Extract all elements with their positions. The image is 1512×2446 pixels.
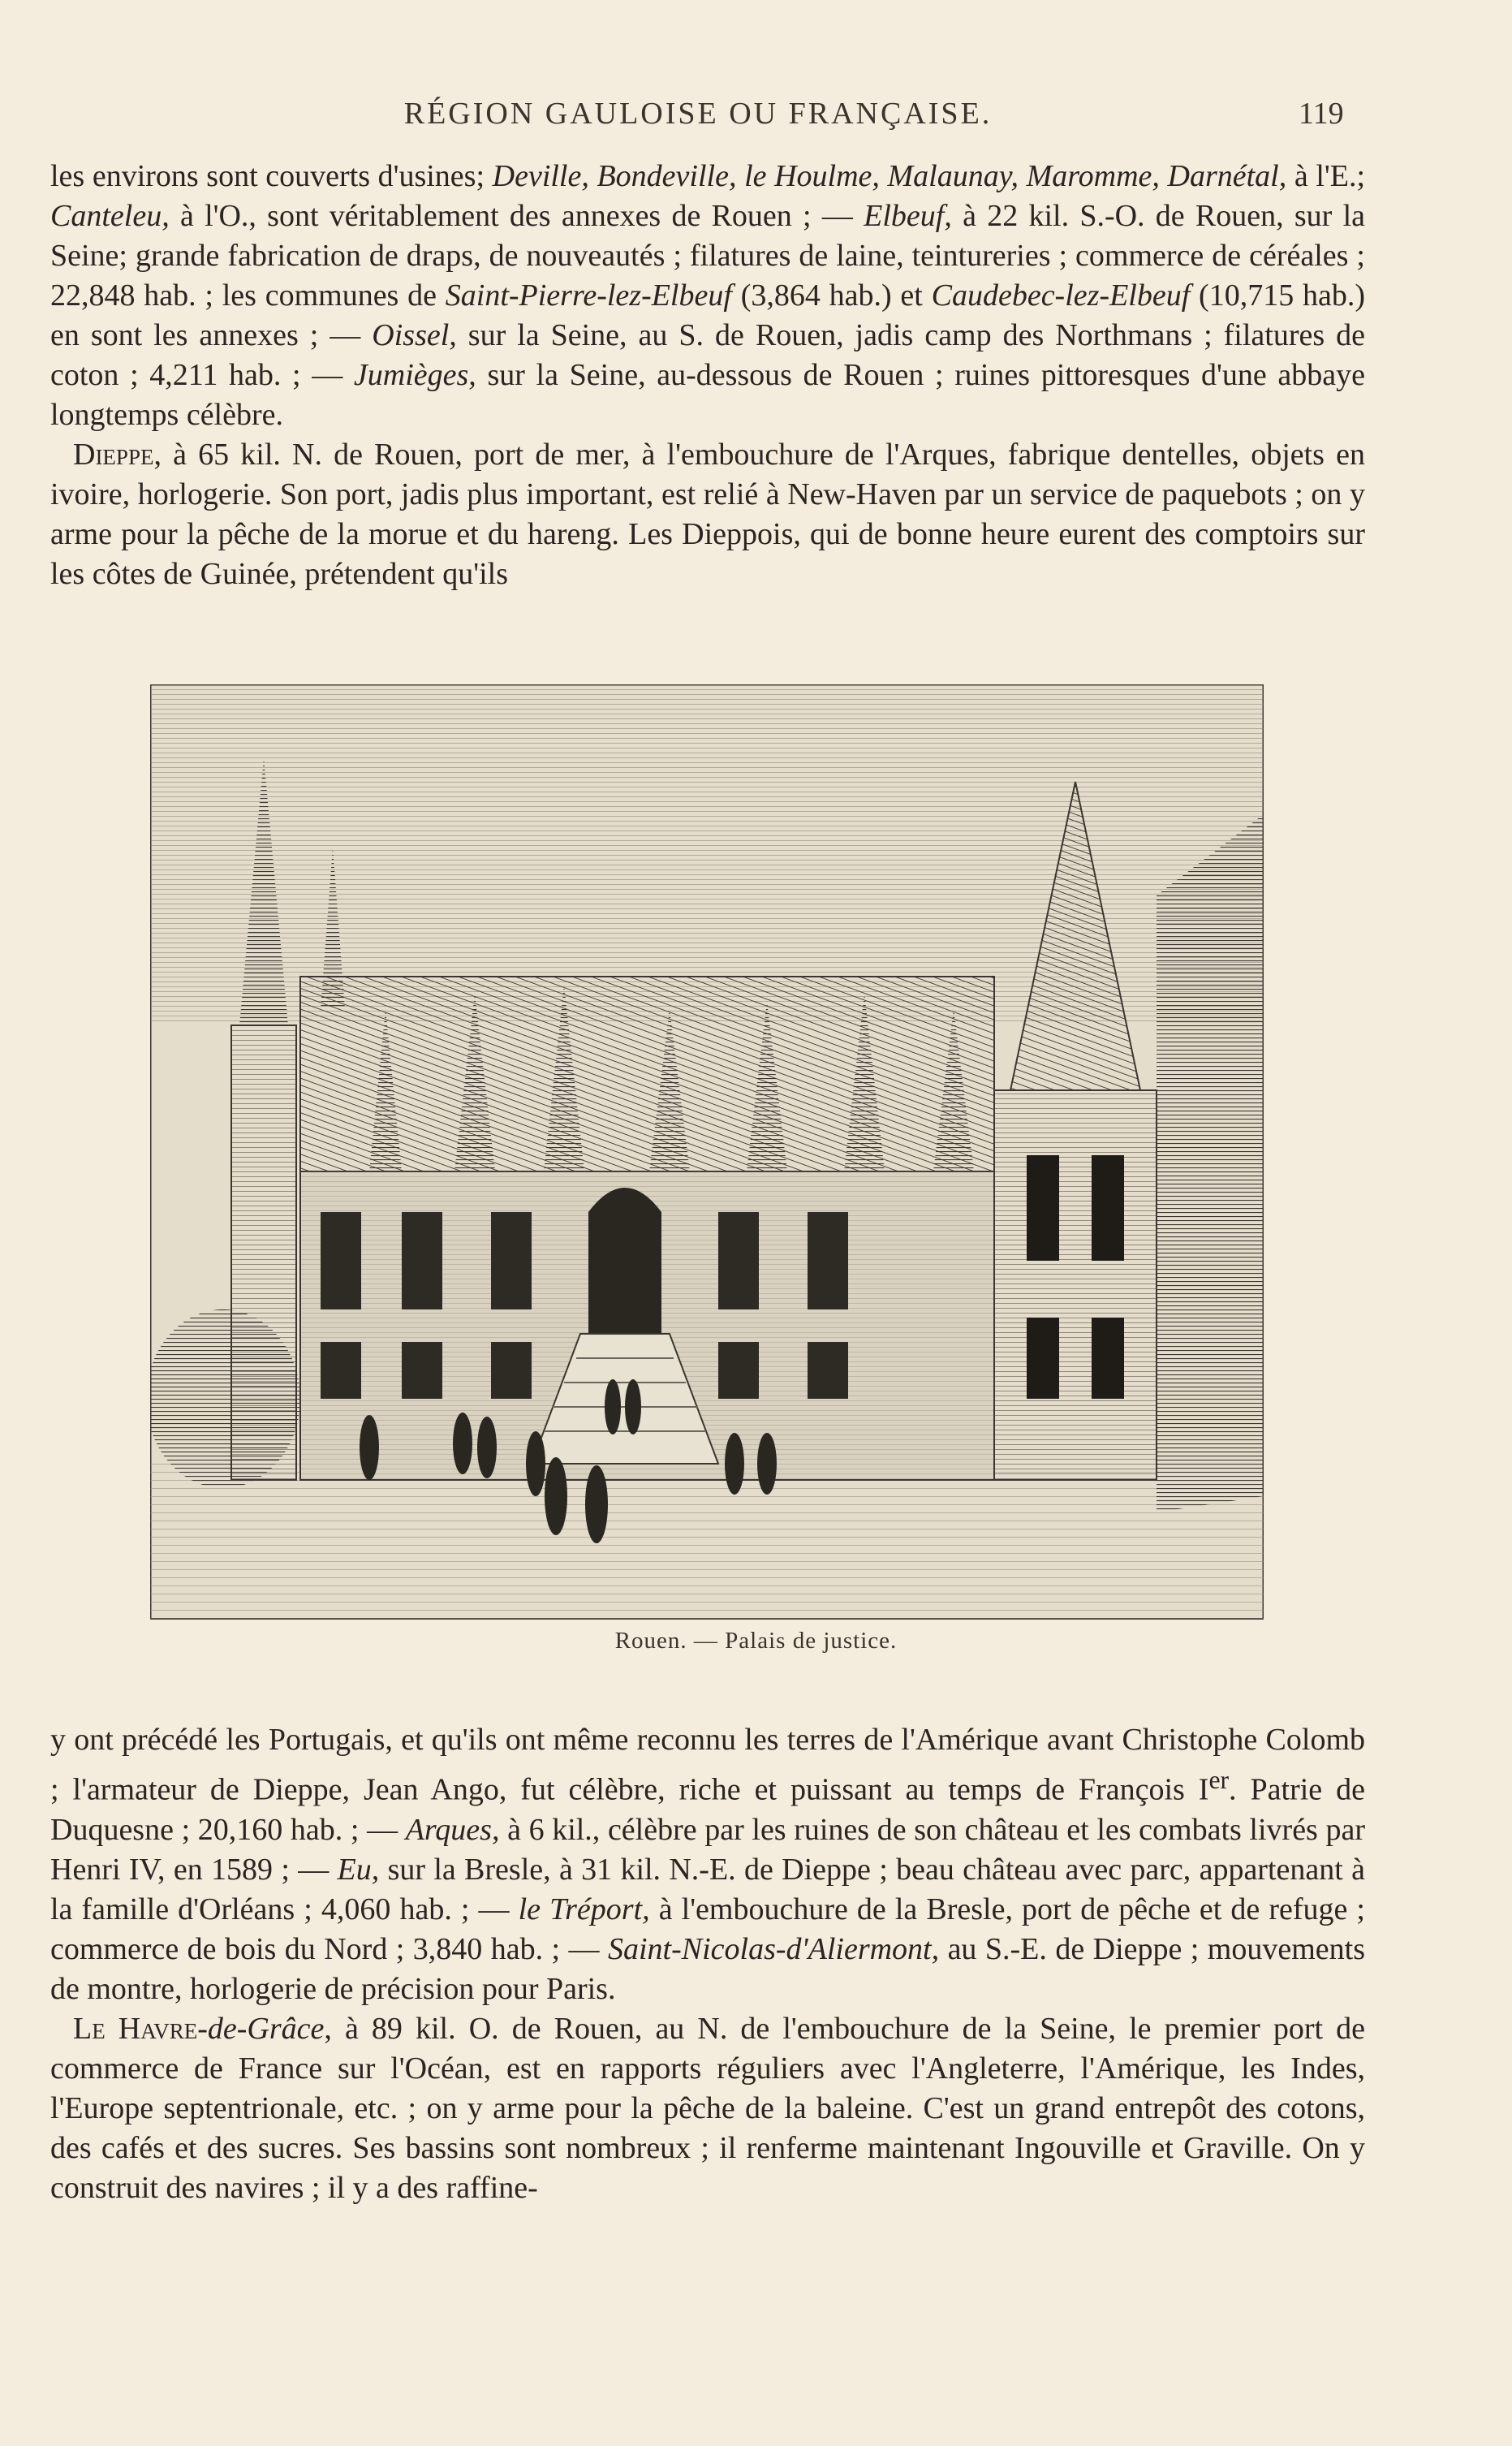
text-run: de-Grâce [207, 2011, 325, 2046]
text-run: sur la Seine, au-dessous de Rouen ; ruines pittoresques d'une abbaye longtemps célèbre. [50, 358, 1365, 432]
text-run: er [1208, 1766, 1230, 1794]
text-run: Canteleu, [50, 199, 170, 233]
paragraph [50, 435, 1365, 594]
text-run: Le Havre- [73, 2011, 208, 2046]
text-run: à l'O., sont véritablement des annexes de Rouen ; — [169, 199, 864, 233]
text-run: y ont précédé les Portugais, et qu'ils ont même reconnu les terres de l'Amérique avant Christophe Colomb ; l'armateur de Dieppe, Jean Ango, fut célèbre, riche et puissant au temps de François I [50, 1723, 1365, 1807]
text-run: les environs sont couverts d'usines; [50, 159, 493, 193]
text-block-bottom [50, 1720, 1365, 2208]
figure-caption: Rouen. — Palais de justice. [614, 1628, 898, 1654]
text-run: Saint-Nicolas-d'Aliermont, [607, 1931, 940, 1966]
text-run: le Tréport, [518, 1892, 650, 1926]
paragraph [50, 2009, 1365, 2208]
text-run: Eu, [337, 1852, 380, 1887]
text-run: Deville, Bondeville, le Houlme, Malaunay, Maromme, Darnétal, [492, 159, 1287, 193]
text-run: à 6 kil., célèbre par les ruines de son château et les combats livrés par Henri IV, en 1589 ; — [50, 1812, 1365, 1887]
text-run: . Patrie de Duquesne ; 20,160 hab. ; — [50, 1772, 1365, 1847]
text-run: à 22 kil. S.-O. de Rouen, sur la Seine; grande fabrication de draps, de nouveautés ; filatures de laine, teintureries ; commerce de céréales ; 22,848 hab. ; les communes de [50, 199, 1365, 313]
text-block-top [50, 157, 1365, 594]
text-run: (10,715 hab.) en sont les annexes ; — [50, 278, 1365, 352]
text-run: Oissel, [372, 318, 457, 352]
text-run: sur la Seine, au S. de Rouen, jadis camp des Northmans ; filatures de coton ; 4,211 hab. ; — [50, 318, 1365, 392]
text-run: sur la Bresle, à 31 kil. N.-E. de Dieppe ; beau château avec parc, appartenant à la famille d'Orléans ; 4,060 hab. ; — [50, 1852, 1365, 1926]
text-run: (3,864 hab.) et [731, 278, 932, 313]
text-run: Arques, [405, 1812, 500, 1847]
text-run: Elbeuf, [864, 199, 952, 233]
text-run: au S.-E. de Dieppe ; mouvements de montre, horlogerie de précision pour Paris. [50, 1931, 1366, 2006]
text-run: Saint-Pierre-lez-Elbeuf [445, 278, 732, 313]
paragraph [50, 1720, 1365, 2009]
running-title: RÉGION GAULOISE OU FRANÇAISE. [403, 97, 993, 131]
text-run: Caudebec-lez-Elbeuf [931, 278, 1191, 313]
text-run: à l'embouchure de la Bresle, port de pêche et de refuge ; commerce de bois du Nord ; 3,840 hab. ; — [50, 1892, 1365, 1966]
engraving-palais-de-justice [150, 684, 1264, 1620]
text-run: , à 65 kil. N. de Rouen, port de mer, à l'embouchure de l'Arques, fabrique dentelles, objets en ivoire, horlogerie. Son port, jadis plus important, est relié à New-Haven par un service de paquebots ; on y arme pour la pêche de la morue et du hareng. Les Dieppois, qui de bonne heure eurent des comptoirs sur les côtes de Guinée, prétendent qu'ils [50, 438, 1365, 591]
text-run: à l'E.; [1286, 159, 1366, 193]
paragraph [50, 157, 1365, 435]
text-run: Jumièges, [353, 358, 476, 392]
text-run: Dieppe [73, 438, 154, 472]
text-run: , à 89 kil. O. de Rouen, au N. de l'embouchure de la Seine, le premier port de commerce de France sur l'Océan, est en rapports réguliers avec l'Angleterre, l'Amérique, les Indes, l'Europe septentrionale, etc. ; on y arme pour la pêche de la baleine. C'est un grand entrepôt des cotons, des cafés et des sucres. Ses bassins sont nombreux ; il renferme maintenant Ingouville et Graville. On y construit des navires ; il y a des raffine- [50, 2011, 1365, 2205]
page-number: 119 [1299, 97, 1344, 131]
